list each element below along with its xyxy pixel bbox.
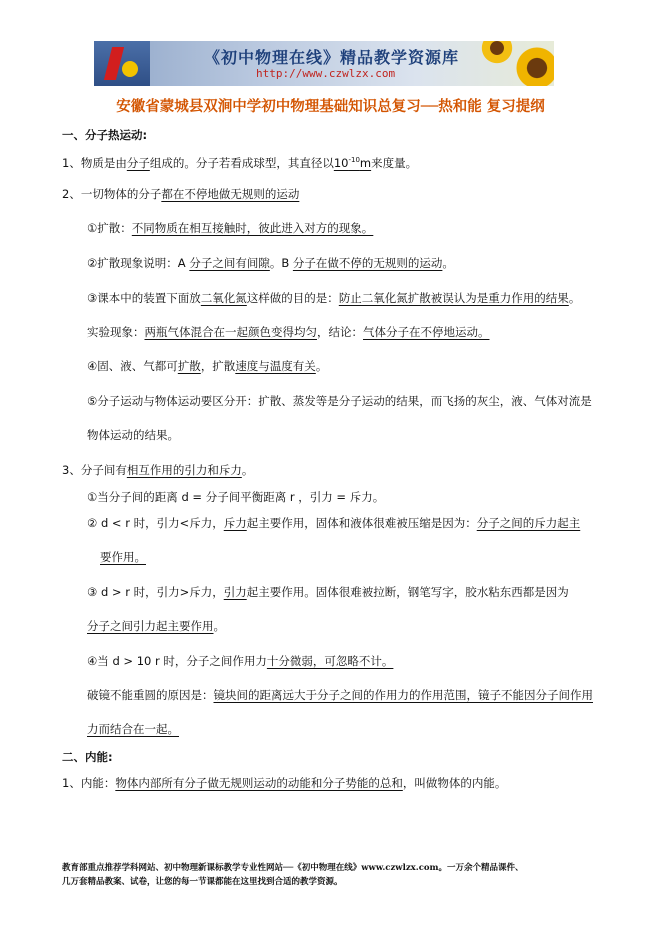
paragraph: ④当 d > 10 r 时，分子之间作用力十分微弱，可忽略不计。 [87, 654, 394, 668]
banner-url[interactable]: http://www.czwlzx.com [256, 67, 396, 80]
page-footer [62, 861, 632, 889]
paragraph: ② d < r 时，引力<斥力，斥力起主要作用，固体和液体很难被压缩是因为：分子之间的斥力起主 [87, 516, 581, 530]
banner-title: 《初中物理在线》精品教学资源库 [204, 48, 460, 67]
paragraph: ③ d > r 时，引力>斥力，引力起主要作用。固体很难被拉断，钢笔写字，胶水粘东西都是因为 [87, 585, 569, 599]
paragraph: ②扩散现象说明：A 分子之间有间隙。B 分子在做不停的无规则的运动。 [87, 256, 454, 270]
document-title: 安徽省蒙城县双涧中学初中物理基础知识总复习──热和能 复习提纲 [116, 98, 545, 115]
site-logo [94, 41, 150, 86]
paragraph: 1、内能：物体内部所有分子做无规则运动的动能和分子势能的总和，叫做物体的内能。 [62, 776, 507, 790]
footer-line: 教育部重点推荐学科网站、初中物理新课标教学专业性网站──《初中物理在线》www.czwlzx.com。一万余个精品课件、 [62, 863, 524, 873]
site-banner [94, 41, 554, 86]
paragraph: 1、物质是由分子组成的。分子若看成球型，其直径以$10^{-10}m$来度量。 [62, 155, 418, 170]
paragraph: 力而结合在一起。 [87, 722, 179, 736]
footer-line: 几万套精品教案、试卷，让您的每一节课都能在这里找到合适的教学资源。 [62, 877, 343, 887]
paragraph: ①扩散：不同物质在相互接触时，彼此进入对方的现象。 [87, 221, 374, 235]
paragraph: 2、一切物体的分子都在不停地做无规则的运动 [62, 187, 300, 201]
paragraph: 3、分子间有相互作用的引力和斥力。 [62, 463, 254, 477]
paragraph: 实验现象：两瓶气体混合在一起颜色变得均匀，结论：气体分子在不停地运动。 [87, 325, 490, 339]
paragraph: ①当分子间的距离 d = 分子间平衡距离 r ，引力 = 斥力。 [87, 490, 385, 504]
sunflower-image [480, 41, 514, 65]
paragraph: 分子之间引力起主要作用。 [87, 619, 225, 633]
paragraph: 要作用。 [100, 550, 146, 564]
paragraph: ③课本中的装置下面放二氧化氮这样做的目的是：防止二氧化氮扩散被误认为是重力作用的结果。 [87, 291, 581, 305]
section-heading: 二、内能: [62, 750, 113, 764]
paragraph: 破镜不能重圆的原因是：镜块间的距离远大于分子之间的作用力的作用范围，镜子不能因分子间作用 [87, 688, 593, 702]
section-heading: 一、分子热运动: [62, 128, 148, 142]
paragraph: ④固、液、气都可扩散，扩散速度与温度有关。 [87, 359, 328, 373]
sunflower-image [514, 45, 554, 86]
paragraph: ⑤分子运动与物体运动要区分开：扩散、蒸发等是分子运动的结果，而飞扬的灰尘，液、气体对流是 [87, 394, 592, 408]
paragraph: 物体运动的结果。 [87, 428, 179, 442]
